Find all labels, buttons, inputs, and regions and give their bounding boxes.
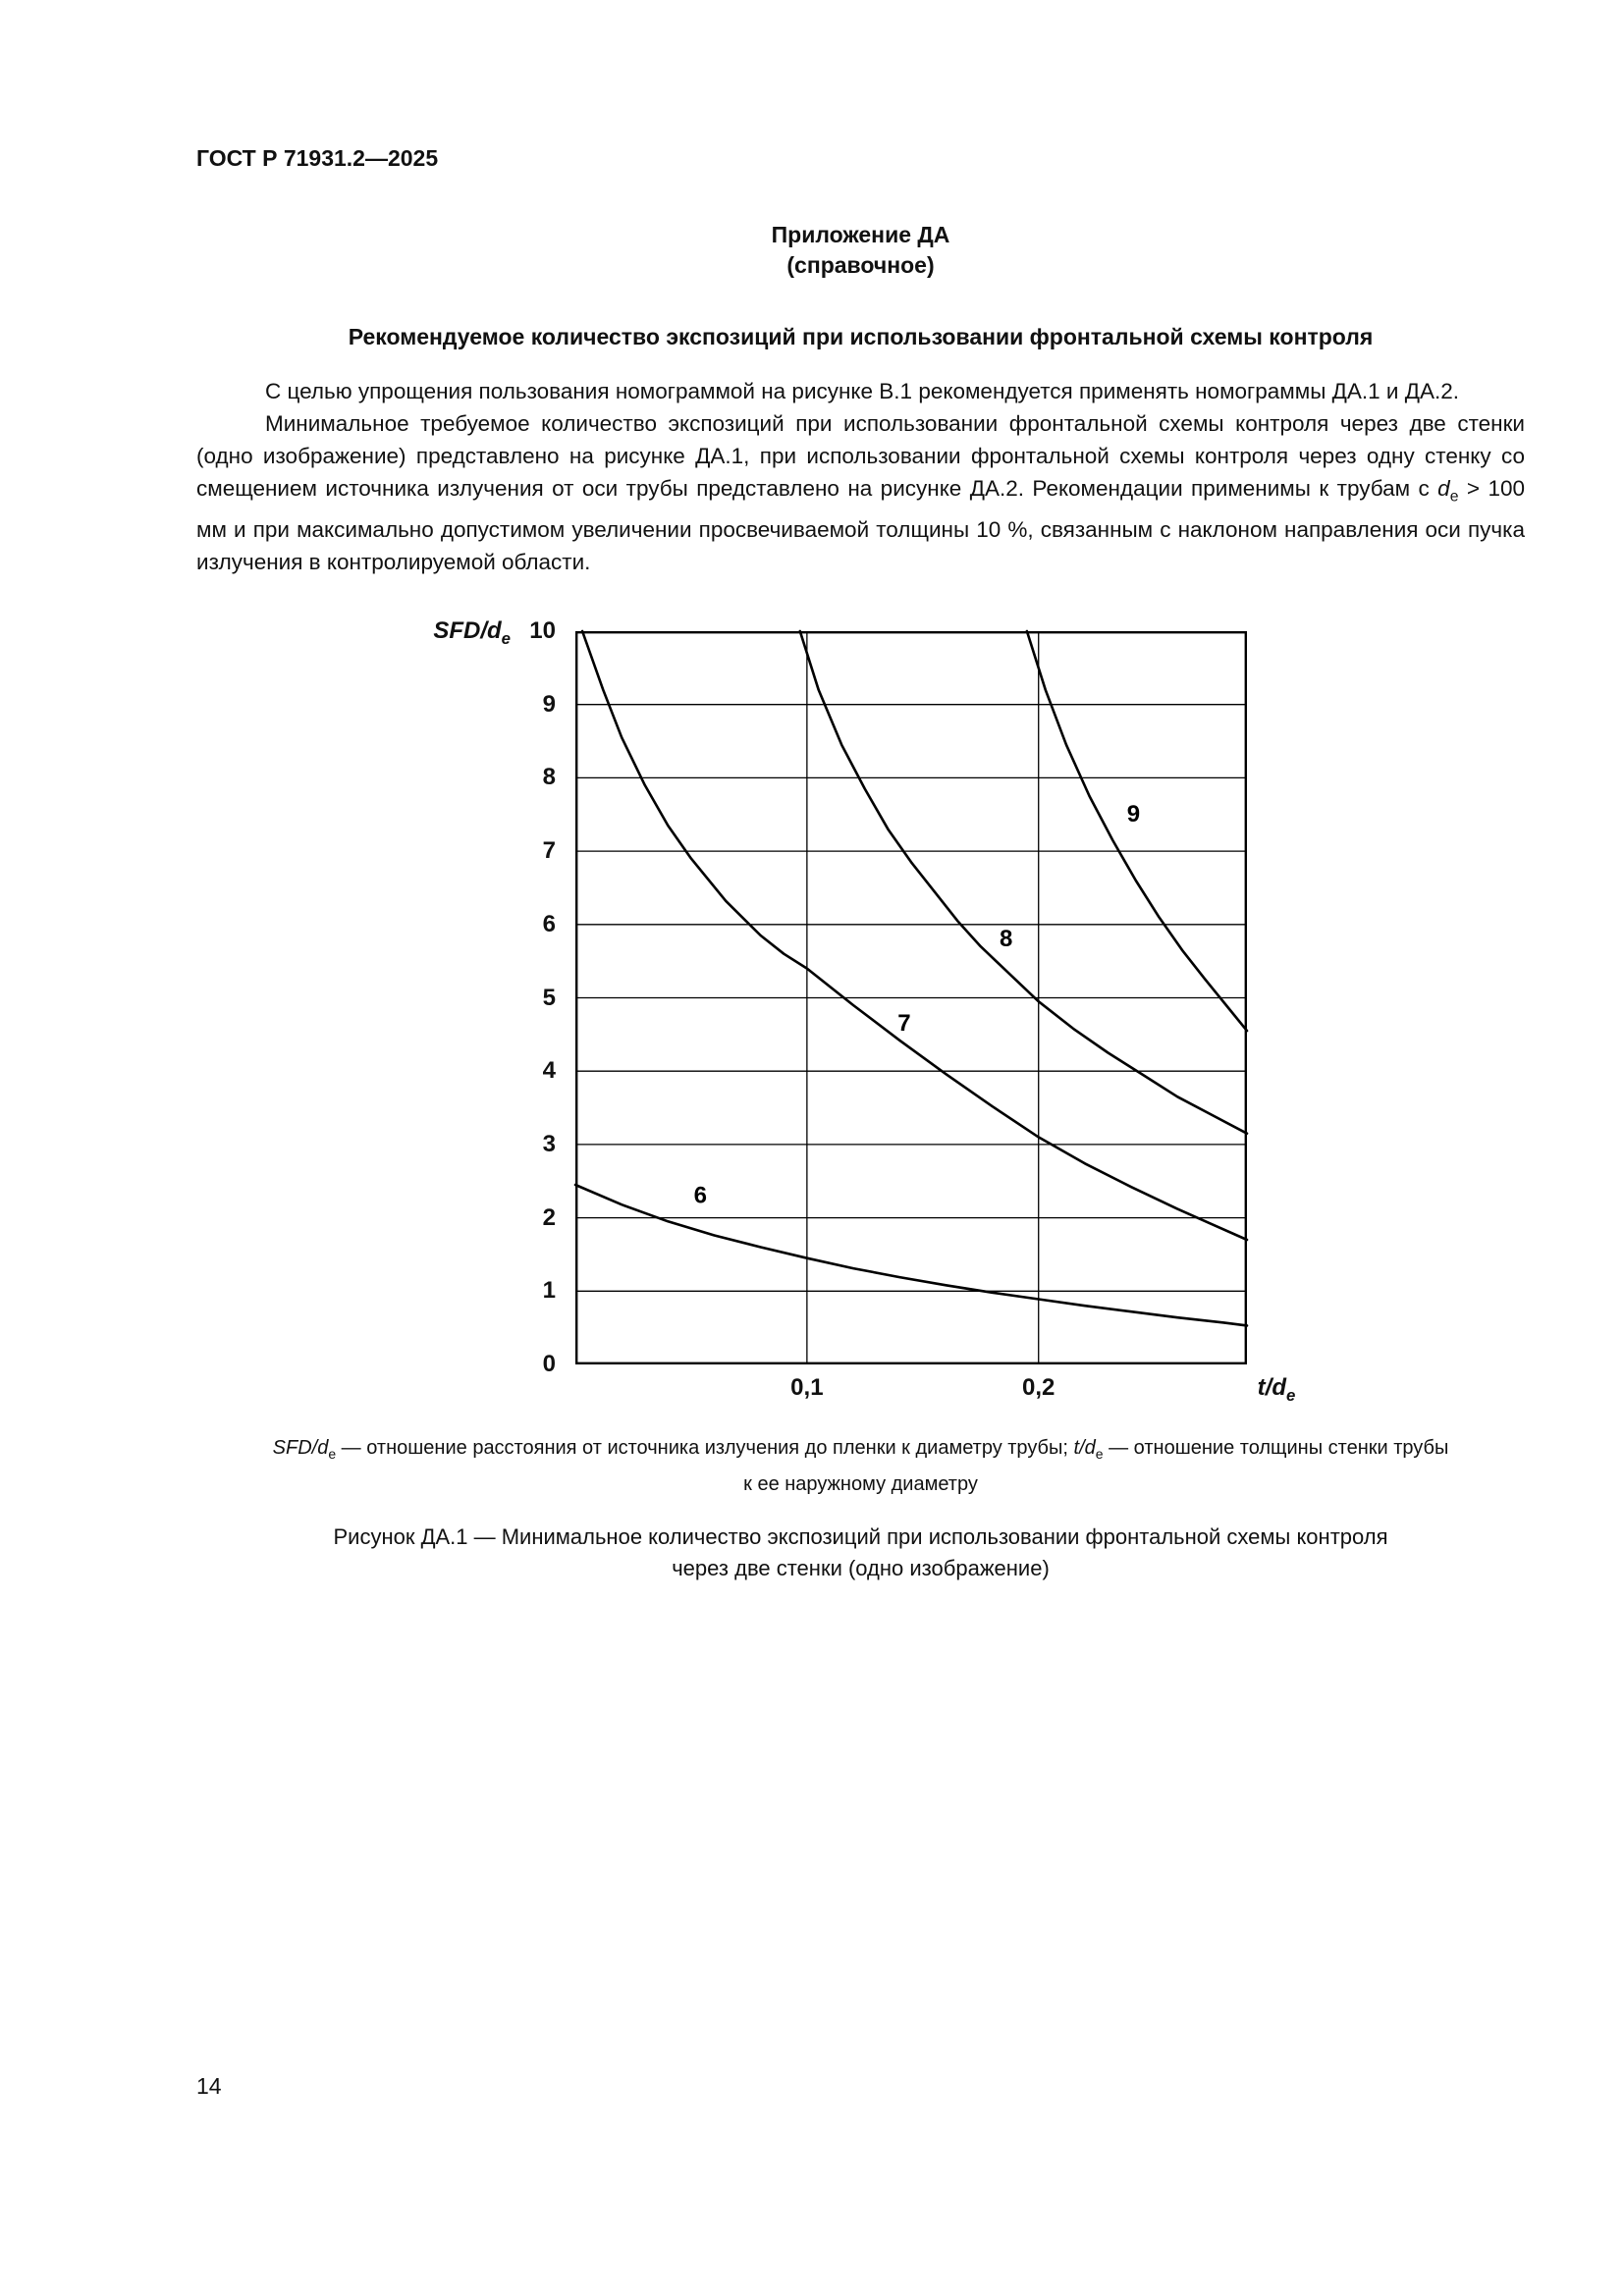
paragraph-intro: С целью упрощения пользования номограммой на рисунке В.1 рекомендуется применять номограммы ДА.1 и ДА.2. <box>265 379 1459 403</box>
y-tick-label: 9 <box>542 690 556 718</box>
y-tick-label: 0 <box>542 1351 556 1377</box>
x-axis-label: $t/d_e$ <box>1257 1374 1296 1405</box>
y-tick-label: 4 <box>542 1057 556 1085</box>
page-content <box>196 0 1525 2296</box>
annex-subtitle: (справочное) <box>786 252 935 278</box>
y-tick-label: 5 <box>542 984 556 1011</box>
x-tick-label: 0,2 <box>1022 1374 1056 1401</box>
y-tick-label: 10 <box>529 617 556 644</box>
paragraph-description: Минимальное требуемое количество экспозиций при использовании фронтальной схемы контроля через две стенки (одно изображение) представлено на рисунке ДА.1, при использовании фронтальной схемы контроля через одну стенку со смещением источника излучения от оси трубы представлено на рисунке ДА.2. Рекомендации применимы к трубам с $d_e > 100$ мм и при максимально допустимом увеличении просвечиваемой толщины 10 %, связанным с наклоном направления оси пучка излучения в контролируемой области. <box>196 411 1525 574</box>
y-axis-ticks <box>477 617 556 1377</box>
x-axis-ticks <box>575 1374 1247 1408</box>
x-tick-label: 0,1 <box>790 1374 824 1401</box>
y-tick-label: 7 <box>542 837 556 865</box>
curve-label-7: 7 <box>897 1010 911 1038</box>
figure-caption: Рисунок ДА.1 — Минимальное количество экспозиций при использовании фронтальной схемы контроля через две стенки (одно изображение) <box>333 1524 1388 1580</box>
chart-legend-caption: SFD/$d_e$ — отношение расстояния от источника излучения до пленки к диаметру трубы; $t/d_e$ — отношение толщины стенки трубы к ее наружному диаметру <box>272 1437 1449 1495</box>
y-tick-label: 3 <box>542 1130 556 1157</box>
curve-label-6: 6 <box>693 1182 708 1209</box>
y-axis-label: SFD/$d_e$ <box>433 617 511 648</box>
y-tick-label: 8 <box>542 764 556 791</box>
y-tick-label: 2 <box>542 1203 556 1231</box>
curve-6 <box>575 1182 1247 1325</box>
nomogram-chart <box>575 631 1247 1364</box>
standard-number: ГОСТ Р 71931.2—2025 <box>196 145 439 171</box>
curve-8 <box>800 631 1247 1134</box>
curve-9 <box>1027 631 1247 1031</box>
annex-title: Приложение ДА <box>771 222 950 247</box>
y-tick-label: 1 <box>542 1277 556 1305</box>
body-paragraphs <box>196 375 1525 578</box>
y-tick-label: 6 <box>542 910 556 937</box>
curve-7 <box>582 631 1247 1240</box>
nomogram-svg <box>575 631 1247 1364</box>
page-number: 14 <box>196 2073 222 2099</box>
section-heading: Рекомендуемое количество экспозиций при использовании фронтальной схемы контроля <box>348 324 1374 349</box>
curve-label-8: 8 <box>1000 926 1013 953</box>
curve-label-9: 9 <box>1126 801 1141 828</box>
